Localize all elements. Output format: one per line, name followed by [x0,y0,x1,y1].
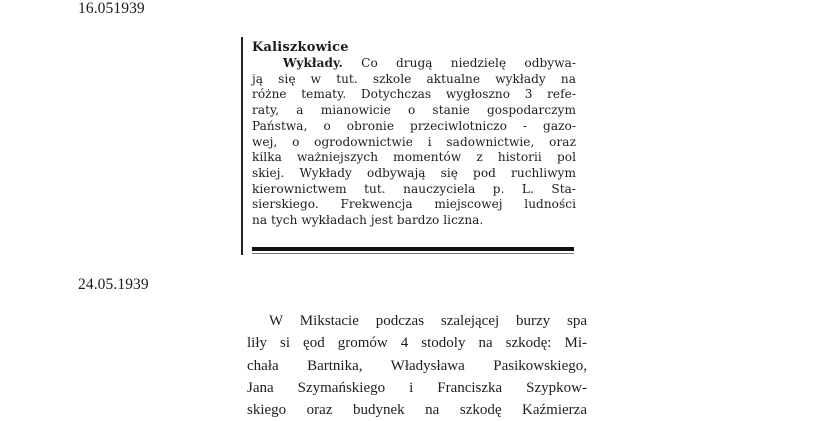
clipping-1-line-7: kilka ważniejszych momentów z historii pol [252,150,576,165]
clipping-1-line-3: różne tematy. Dotychczas wygłoszno 3 refe- [252,87,576,102]
clipping-1-bottom-rule-thick [252,247,574,251]
clipping-1-bottom-rule-thin [252,253,574,254]
clipping-1-line-5: Państwa, o obronie przeciwlotniczo - gazo- [252,118,576,133]
clipping-date-2: 24.05.1939 [78,276,149,293]
clipping-1-line-6: wej, o ogrodownictwie i sadownictwie, oraz [252,134,576,149]
clipping-2-line-4: Jana Szymańskiego i Franciszka Szypkow- [247,379,587,396]
column-rule-left [241,37,243,255]
clipping-1-line-9: kierownictwem tut. nauczyciela p. L. Sta- [252,181,576,196]
newspaper-clipping-1 [241,37,577,255]
clipping-1-line-4: raty, a mianowicie o stanie gospodarczym [252,103,576,118]
clipping-2-text [247,310,587,421]
clipping-1-line-2: ją się w tut. szkole aktualne wykłady na [252,71,576,86]
clipping-2-line-3: chała Bartnika, Władysława Pasikowskiego, [247,357,587,374]
clipping-2-line-2: liły si ęod gromów 4 stodoly na szkodę: Mi- [247,335,587,352]
clipping-1-line-10: sierskiego. Frekwencja miejscowej ludności [252,197,576,212]
clipping-2-line-1: W Mikstacie podczas szalejącej burzy spa [269,313,587,329]
clipping-1-line-1: Wykłady. Co drugą niedzielę odbywa- [283,56,576,70]
clipping-1-lead-word: Wykłady. [283,56,343,70]
clipping-1-line-11: na tych wykładach jest bardzo liczna. [252,213,484,228]
clipping-1-text [252,40,576,229]
newspaper-clipping-2 [247,310,587,419]
clipping-date-1: 16.051939 [78,0,145,17]
clipping-2-line-5: skiego oraz budynek na szkodę Kaźmierza [247,402,587,419]
clipping-1-line-8: skiej. Wykłady odbywają się pod ruchliwym [252,165,576,180]
clipping-1-heading: Kaliszkowice [252,40,349,55]
